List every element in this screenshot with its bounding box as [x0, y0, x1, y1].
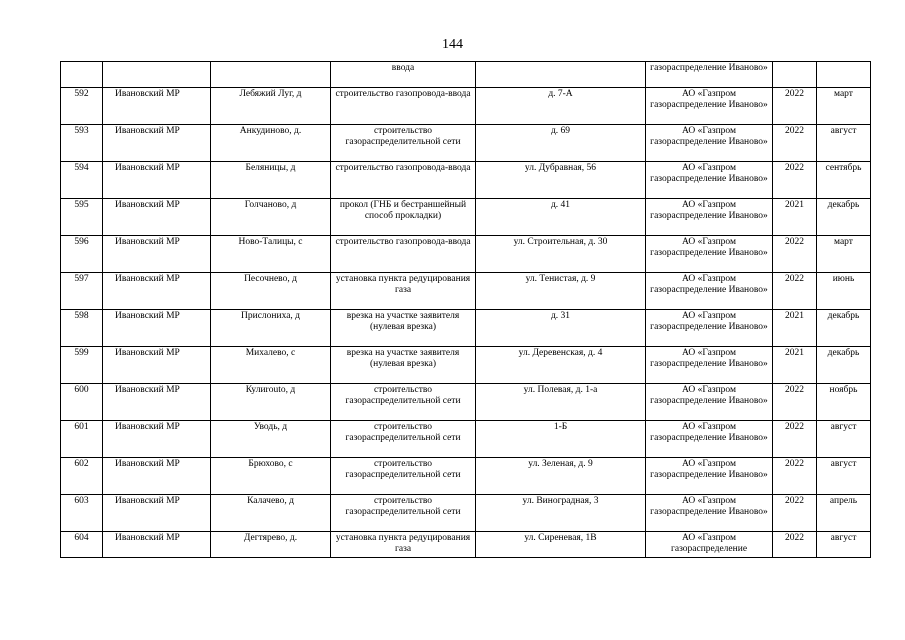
work-type-cell: установка пункта редуцирования газа [331, 532, 476, 558]
year-cell: 2022 [773, 88, 817, 125]
table-row [61, 458, 871, 495]
address-cell: ул. Дубравная, 56 [476, 162, 646, 199]
organization-cell: АО «Газпром газораспределение Иваново» [646, 199, 773, 236]
work-type-cell: установка пункта редуцирования газа [331, 273, 476, 310]
row-number-cell: 595 [61, 199, 103, 236]
row-number-cell: 592 [61, 88, 103, 125]
row-number-cell: 603 [61, 495, 103, 532]
district-cell: Ивановский МР [103, 162, 211, 199]
year-cell: 2022 [773, 162, 817, 199]
year-cell: 2021 [773, 310, 817, 347]
settlement-cell: Уводь, д [211, 421, 331, 458]
year-cell: 2022 [773, 421, 817, 458]
work-type-cell: прокол (ГНБ и бестраншейный способ прокладки) [331, 199, 476, 236]
address-cell: ул. Тенистая, д. 9 [476, 273, 646, 310]
row-number-cell: 601 [61, 421, 103, 458]
month-cell: апрель [817, 495, 871, 532]
month-cell: август [817, 421, 871, 458]
address-cell: д. 7-А [476, 88, 646, 125]
work-type-cell: строительство газопровода-ввода [331, 162, 476, 199]
district-cell: Ивановский МР [103, 273, 211, 310]
table-row [61, 421, 871, 458]
organization-cell: АО «Газпром газораспределение Иваново» [646, 384, 773, 421]
organization-cell: АО «Газпром газораспределение Иваново» [646, 162, 773, 199]
settlement-cell: Голчаново, д [211, 199, 331, 236]
settlement-cell: Дегтярево, д. [211, 532, 331, 558]
district-cell: Ивановский МР [103, 495, 211, 532]
year-cell: 2022 [773, 384, 817, 421]
work-type-cell: строительство газопровода-ввода [331, 236, 476, 273]
work-type-cell: строительство газопровода-ввода [331, 88, 476, 125]
address-cell: д. 31 [476, 310, 646, 347]
month-cell: сентябрь [817, 162, 871, 199]
year-cell: 2022 [773, 458, 817, 495]
organization-cell: АО «Газпром газораспределение Иваново» [646, 458, 773, 495]
table-row [61, 199, 871, 236]
work-type-cell: врезка на участке заявителя (нулевая врезка) [331, 310, 476, 347]
organization-cell: АО «Газпром газораспределение Иваново» [646, 236, 773, 273]
district-cell: Ивановский МР [103, 532, 211, 558]
month-cell: ноябрь [817, 384, 871, 421]
address-cell [476, 62, 646, 88]
work-type-cell: строительство газораспределительной сети [331, 384, 476, 421]
district-cell: Ивановский МР [103, 310, 211, 347]
settlement-cell [211, 62, 331, 88]
work-type-cell: ввода [331, 62, 476, 88]
settlement-cell: Песочнево, д [211, 273, 331, 310]
table-row [61, 273, 871, 310]
table-row [61, 347, 871, 384]
settlement-cell: Беляницы, д [211, 162, 331, 199]
address-cell: д. 69 [476, 125, 646, 162]
month-cell: март [817, 236, 871, 273]
row-number-cell [61, 62, 103, 88]
row-number-cell: 598 [61, 310, 103, 347]
month-cell: июнь [817, 273, 871, 310]
table-row [61, 162, 871, 199]
row-number-cell: 596 [61, 236, 103, 273]
organization-cell: АО «Газпром газораспределение Иваново» [646, 421, 773, 458]
year-cell: 2022 [773, 273, 817, 310]
month-cell: август [817, 532, 871, 558]
table-body [61, 62, 871, 558]
row-number-cell: 600 [61, 384, 103, 421]
row-number-cell: 604 [61, 532, 103, 558]
district-cell: Ивановский МР [103, 384, 211, 421]
organization-cell: АО «Газпром газораспределение Иваново» [646, 273, 773, 310]
address-cell: ул. Сиреневая, 1В [476, 532, 646, 558]
district-cell: Ивановский МР [103, 458, 211, 495]
organization-cell: АО «Газпром газораспределение Иваново» [646, 125, 773, 162]
address-cell: ул. Виноградная, 3 [476, 495, 646, 532]
district-cell: Ивановский МР [103, 421, 211, 458]
row-number-cell: 599 [61, 347, 103, 384]
settlement-cell: Анкудиново, д. [211, 125, 331, 162]
address-cell: ул. Строительная, д. 30 [476, 236, 646, 273]
table-row [61, 125, 871, 162]
work-type-cell: строительство газораспределительной сети [331, 125, 476, 162]
year-cell [773, 62, 817, 88]
settlement-cell: Ново-Талицы, с [211, 236, 331, 273]
table-row [61, 236, 871, 273]
year-cell: 2022 [773, 125, 817, 162]
work-type-cell: строительство газораспределительной сети [331, 495, 476, 532]
address-cell: ул. Полевая, д. 1-а [476, 384, 646, 421]
table-row [61, 495, 871, 532]
year-cell: 2021 [773, 199, 817, 236]
settlement-cell: Кулиrouto, д [211, 384, 331, 421]
organization-cell: АО «Газпром газораспределение Иваново» [646, 88, 773, 125]
year-cell: 2021 [773, 347, 817, 384]
table-row [61, 532, 871, 558]
district-cell [103, 62, 211, 88]
address-cell: д. 41 [476, 199, 646, 236]
organization-cell: АО «Газпром газораспределение Иваново» [646, 310, 773, 347]
address-cell: ул. Зеленая, д. 9 [476, 458, 646, 495]
row-number-cell: 597 [61, 273, 103, 310]
settlement-cell: Прислониха, д [211, 310, 331, 347]
address-cell: ул. Деревенская, д. 4 [476, 347, 646, 384]
organization-cell: газораспределение Иваново» [646, 62, 773, 88]
month-cell: август [817, 125, 871, 162]
gasification-table [60, 61, 871, 558]
row-number-cell: 593 [61, 125, 103, 162]
district-cell: Ивановский МР [103, 347, 211, 384]
work-type-cell: строительство газораспределительной сети [331, 421, 476, 458]
work-type-cell: врезка на участке заявителя (нулевая врезка) [331, 347, 476, 384]
table-row [61, 310, 871, 347]
district-cell: Ивановский МР [103, 199, 211, 236]
row-number-cell: 602 [61, 458, 103, 495]
month-cell: март [817, 88, 871, 125]
organization-cell: АО «Газпром газораспределение Иваново» [646, 495, 773, 532]
work-type-cell: строительство газораспределительной сети [331, 458, 476, 495]
settlement-cell: Калачево, д [211, 495, 331, 532]
year-cell: 2022 [773, 236, 817, 273]
year-cell: 2022 [773, 495, 817, 532]
year-cell: 2022 [773, 532, 817, 558]
month-cell: декабрь [817, 310, 871, 347]
settlement-cell: Михалево, с [211, 347, 331, 384]
district-cell: Ивановский МР [103, 88, 211, 125]
month-cell: декабрь [817, 347, 871, 384]
organization-cell: АО «Газпром газораспределение Иваново» [646, 347, 773, 384]
row-number-cell: 594 [61, 162, 103, 199]
page-number: 144 [442, 37, 463, 52]
month-cell [817, 62, 871, 88]
month-cell: декабрь [817, 199, 871, 236]
table-row [61, 384, 871, 421]
table-row [61, 88, 871, 125]
organization-cell: АО «Газпром газораспределение [646, 532, 773, 558]
settlement-cell: Брюхово, с [211, 458, 331, 495]
table-row [61, 62, 871, 88]
district-cell: Ивановский МР [103, 236, 211, 273]
month-cell: август [817, 458, 871, 495]
address-cell: 1-Б [476, 421, 646, 458]
district-cell: Ивановский МР [103, 125, 211, 162]
settlement-cell: Лебяжий Луг, д [211, 88, 331, 125]
